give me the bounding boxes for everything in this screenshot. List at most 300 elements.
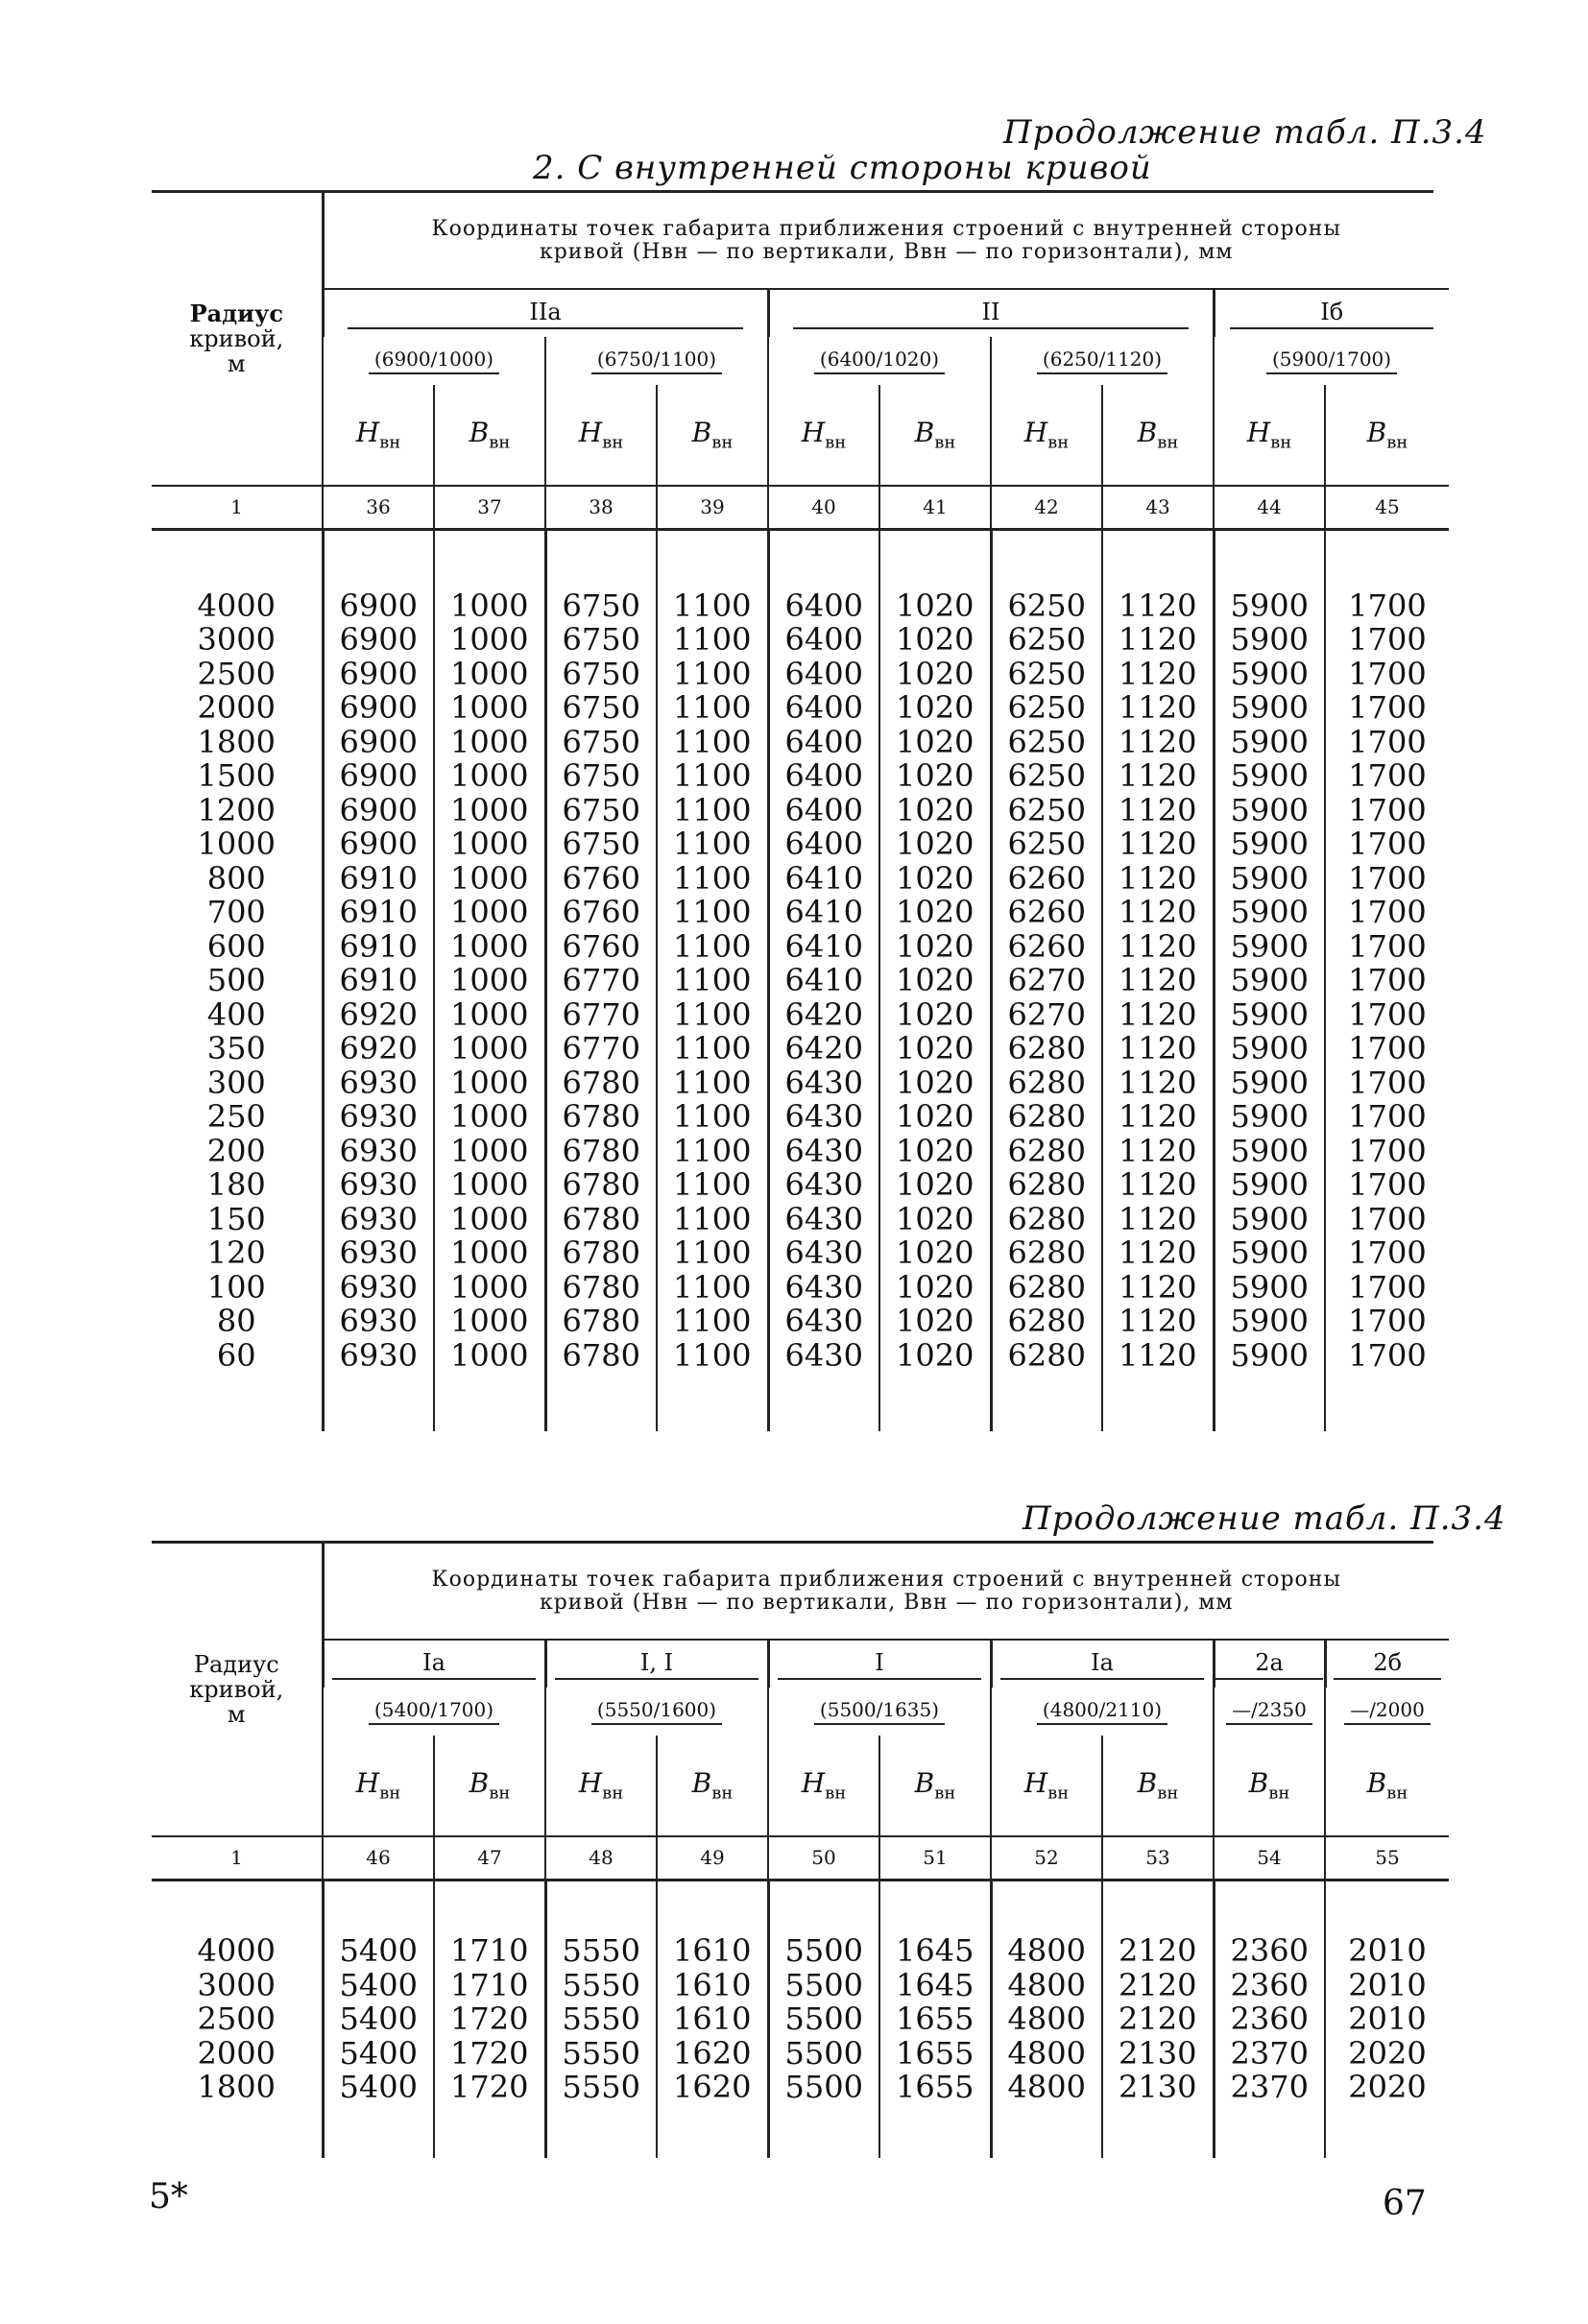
radius-value: 2000	[197, 2034, 276, 2072]
table-cell: 6900	[339, 723, 418, 760]
symbol-letter: B	[691, 1767, 712, 1800]
symbol-letter: B	[469, 417, 490, 449]
table-cell: 1700	[1348, 1234, 1427, 1271]
data-column	[1102, 529, 1214, 1431]
data-column	[657, 529, 768, 1431]
table-cell: 1120	[1119, 927, 1197, 965]
table-cell: 1000	[450, 1166, 529, 1203]
table-cell: 6780	[562, 1336, 640, 1374]
column-symbol	[768, 385, 879, 486]
table-cell: 6430	[784, 1064, 863, 1101]
table-cell: 4800	[1007, 2034, 1086, 2072]
group-label: Ia	[332, 1649, 536, 1680]
table-cell: 6430	[784, 1234, 863, 1271]
group-subheader	[991, 1688, 1214, 1736]
table-cell: 1100	[673, 621, 752, 658]
radius-header-line1: Радиус	[189, 299, 283, 327]
table-cell: 1100	[673, 1200, 752, 1237]
data-column	[768, 529, 879, 1431]
table-cell: 1000	[450, 995, 529, 1033]
table-cell: 1100	[673, 1268, 752, 1306]
radius-value: 500	[206, 962, 266, 998]
table-cell: 6280	[1007, 1098, 1086, 1135]
symbol-letter: B	[914, 1767, 935, 1800]
column-symbol	[991, 1736, 1102, 1836]
table-cell: 6410	[784, 962, 863, 998]
symbol-letter: B	[1366, 1767, 1387, 1800]
subgroup-label: (6900/1000)	[369, 347, 499, 374]
table-cell: 6750	[562, 723, 640, 760]
subgroup-label: (5550/1600)	[591, 1698, 722, 1725]
symbol-subscript: вн	[1386, 432, 1408, 453]
radius-value: 800	[206, 859, 266, 897]
table-cell: 1020	[896, 1166, 974, 1203]
subgroup-label: (6750/1100)	[591, 347, 722, 374]
clearance-table-2	[152, 1544, 1449, 2158]
column-number: 54	[1214, 1836, 1325, 1880]
table-cell: 6780	[562, 1268, 640, 1306]
table-cell: 1700	[1348, 1030, 1427, 1066]
data-column	[879, 1880, 991, 2158]
radius-value: 180	[206, 1166, 266, 1203]
table-cell: 1120	[1119, 1268, 1197, 1306]
radius-header-line2: кривой,	[189, 1676, 284, 1703]
group-subheader	[768, 1688, 991, 1736]
subgroup-label: —/2350	[1226, 1698, 1312, 1725]
group-header	[323, 1640, 545, 1688]
table-cell: 6750	[562, 826, 640, 862]
radius-value: 700	[206, 894, 266, 930]
symbol-letter: B	[1366, 417, 1387, 449]
table-cell: 6770	[562, 962, 640, 998]
group-subheader	[323, 1688, 545, 1736]
column-symbol	[879, 1736, 991, 1836]
column-symbol	[1325, 385, 1449, 486]
radius-value: 4000	[197, 587, 276, 624]
table-cell: 2360	[1230, 1966, 1309, 2003]
column-number: 48	[545, 1836, 657, 1880]
table-cell: 5550	[562, 2034, 640, 2072]
table-cell: 1020	[896, 689, 974, 726]
table-cell: 6930	[339, 1200, 418, 1237]
table-cell: 1710	[450, 1932, 529, 1969]
table-cell: 6400	[784, 587, 863, 624]
table-cell: 6410	[784, 894, 863, 930]
table-cell: 1100	[673, 655, 752, 692]
symbol-letter: H	[1023, 1767, 1048, 1800]
symbol-letter: H	[578, 417, 603, 449]
table-cell: 6270	[1007, 995, 1086, 1033]
group-label: 2б	[1334, 1649, 1441, 1680]
table-cell: 1100	[673, 757, 752, 794]
radius-value: 3000	[197, 621, 276, 658]
table-cell: 6260	[1007, 859, 1086, 897]
table-cell: 6280	[1007, 1234, 1086, 1271]
radius-value: 1000	[197, 826, 276, 862]
table-cell: 1120	[1119, 1030, 1197, 1066]
column-symbol	[434, 1736, 545, 1836]
table-cell: 1120	[1119, 1132, 1197, 1169]
group-header	[768, 289, 1214, 337]
table-cell: 2130	[1119, 2034, 1197, 2072]
column-number: 39	[657, 486, 768, 529]
table-cell: 4800	[1007, 2069, 1086, 2105]
group-subheader	[1325, 1688, 1449, 1736]
group-subheader	[768, 337, 991, 385]
table-cell: 5900	[1230, 927, 1309, 965]
table-cell: 1120	[1119, 1336, 1197, 1374]
radius-header-line2: кривой,	[189, 325, 284, 352]
table-cell: 1000	[450, 1064, 529, 1101]
table-cell: 1720	[450, 2069, 529, 2105]
table-cell: 1020	[896, 723, 974, 760]
table-cell: 1655	[896, 2034, 974, 2072]
table-cell: 1020	[896, 927, 974, 965]
table-cell: 6420	[784, 995, 863, 1033]
table-cell: 6410	[784, 927, 863, 965]
radius-value: 1500	[197, 757, 276, 794]
table-cell: 1000	[450, 621, 529, 658]
table-cell: 1000	[450, 1030, 529, 1066]
symbol-letter: H	[355, 1767, 380, 1800]
group-label: IIa	[348, 299, 743, 329]
table-cell: 6760	[562, 927, 640, 965]
table-cell: 6930	[339, 1234, 418, 1271]
group-label: Iб	[1230, 299, 1433, 329]
table-cell: 6910	[339, 962, 418, 998]
span-header-line1: Координаты точек габарита приближения строений с внутренней стороны	[431, 1567, 1341, 1592]
table-cell: 6250	[1007, 791, 1086, 828]
table-cell: 1020	[896, 826, 974, 862]
table-cell: 1020	[896, 1234, 974, 1271]
table-cell: 2370	[1230, 2069, 1309, 2105]
column-symbol	[657, 385, 768, 486]
table-cell: 4800	[1007, 2001, 1086, 2037]
table-cell: 1100	[673, 1030, 752, 1066]
symbol-letter: B	[1248, 1767, 1269, 1800]
symbol-letter: B	[914, 417, 935, 449]
group-label: II	[793, 299, 1189, 329]
table-cell: 5900	[1230, 1268, 1309, 1306]
table-cell: 1020	[896, 1303, 974, 1339]
data-column	[434, 529, 545, 1431]
table-cell: 1000	[450, 1303, 529, 1339]
table-cell: 5900	[1230, 1200, 1309, 1237]
table-cell: 5500	[784, 2001, 863, 2037]
table-cell: 1700	[1348, 1132, 1427, 1169]
table-cell: 6780	[562, 1234, 640, 1271]
table-cell: 6430	[784, 1268, 863, 1306]
radius-value: 350	[206, 1030, 266, 1066]
table-cell: 6410	[784, 859, 863, 897]
table-cell: 6400	[784, 621, 863, 658]
column-symbol	[1214, 1736, 1325, 1836]
table-cell: 1700	[1348, 621, 1427, 658]
table-cell: 1020	[896, 1030, 974, 1066]
group-subheader	[323, 337, 545, 385]
column-symbol	[991, 385, 1102, 486]
column-symbol	[657, 1736, 768, 1836]
table-cell: 1000	[450, 826, 529, 862]
table-cell: 6250	[1007, 655, 1086, 692]
table-cell: 6930	[339, 1336, 418, 1374]
table-cell: 1120	[1119, 1098, 1197, 1135]
span-header-line1: Координаты точек габарита приближения строений с внутренней стороны	[431, 216, 1341, 241]
table-cell: 1700	[1348, 587, 1427, 624]
data-column	[991, 529, 1102, 1431]
table-cell: 6910	[339, 927, 418, 965]
table-cell: 1120	[1119, 723, 1197, 760]
table-cell: 6250	[1007, 689, 1086, 726]
table-cell: 1000	[450, 927, 529, 965]
table-cell: 5900	[1230, 757, 1309, 794]
table-cell: 1020	[896, 1268, 974, 1306]
table-cell: 1700	[1348, 655, 1427, 692]
group-header	[1214, 1640, 1325, 1688]
table-cell: 6430	[784, 1336, 863, 1374]
symbol-letter: H	[801, 1767, 826, 1800]
table-cell: 6280	[1007, 1166, 1086, 1203]
table-cell: 6280	[1007, 1303, 1086, 1339]
table-cell: 5900	[1230, 587, 1309, 624]
table-cell: 1100	[673, 859, 752, 897]
table-cell: 1655	[896, 2069, 974, 2105]
table-cell: 1120	[1119, 859, 1197, 897]
table-cell: 6430	[784, 1166, 863, 1203]
column-number: 50	[768, 1836, 879, 1880]
table-cell: 1020	[896, 791, 974, 828]
radius-value: 1800	[197, 2069, 276, 2105]
symbol-letter: B	[691, 417, 712, 449]
table-cell: 5900	[1230, 689, 1309, 726]
data-column	[879, 529, 991, 1431]
table-cell: 5550	[562, 2069, 640, 2105]
table-cell: 1645	[896, 1932, 974, 1969]
group-label: Ia	[1000, 1649, 1204, 1680]
table-cell: 1100	[673, 962, 752, 998]
table-cell: 1020	[896, 757, 974, 794]
table-cell: 5900	[1230, 1234, 1309, 1271]
radius-value: 3000	[197, 1966, 276, 2003]
table-cell: 1000	[450, 1336, 529, 1374]
radius-value: 150	[206, 1200, 266, 1237]
table-cell: 1100	[673, 723, 752, 760]
column-number: 41	[879, 486, 991, 529]
table-cell: 1120	[1119, 1234, 1197, 1271]
table-cell: 2120	[1119, 1932, 1197, 1969]
radius-header-line3: м	[227, 1701, 246, 1728]
table-cell: 5500	[784, 2069, 863, 2105]
column-symbol	[434, 385, 545, 486]
table-cell: 6400	[784, 791, 863, 828]
table-cell: 1020	[896, 894, 974, 930]
column-number: 36	[323, 486, 434, 529]
table-cell: 6780	[562, 1132, 640, 1169]
table-cell: 1100	[673, 1234, 752, 1271]
column-number: 1	[152, 1836, 323, 1880]
symbol-subscript: вн	[1270, 432, 1292, 453]
table-cell: 1020	[896, 587, 974, 624]
column-symbol	[1325, 1736, 1449, 1836]
table-cell: 4800	[1007, 1966, 1086, 2003]
table-cell: 6280	[1007, 1030, 1086, 1066]
group-header	[991, 1640, 1214, 1688]
table-cell: 6750	[562, 689, 640, 726]
data-column	[1102, 1880, 1214, 2158]
table-cell: 6280	[1007, 1336, 1086, 1374]
symbol-subscript: вн	[1268, 1783, 1290, 1804]
symbol-subscript: вн	[825, 1783, 847, 1804]
table-cell: 6750	[562, 757, 640, 794]
table-cell: 6270	[1007, 962, 1086, 998]
table-cell: 6930	[339, 1303, 418, 1339]
symbol-subscript: вн	[1157, 1783, 1179, 1804]
table-cell: 5550	[562, 2001, 640, 2037]
table-cell: 1020	[896, 621, 974, 658]
table-cell: 1000	[450, 894, 529, 930]
column-symbol	[1102, 385, 1214, 486]
symbol-letter: H	[801, 417, 826, 449]
table-cell: 1610	[673, 1932, 752, 1969]
table-cell: 1700	[1348, 689, 1427, 726]
table-cell: 6260	[1007, 927, 1086, 965]
symbol-subscript: вн	[711, 1783, 734, 1804]
table-cell: 2130	[1119, 2069, 1197, 2105]
table-cell: 6430	[784, 1098, 863, 1135]
table-cell: 1610	[673, 2001, 752, 2037]
column-symbol	[323, 385, 434, 486]
table-cell: 1700	[1348, 791, 1427, 828]
table-cell: 6910	[339, 859, 418, 897]
table-cell: 5900	[1230, 962, 1309, 998]
column-symbol	[545, 385, 657, 486]
table-cell: 1120	[1119, 962, 1197, 998]
table-cell: 1020	[896, 1064, 974, 1101]
table-cell: 5550	[562, 1966, 640, 2003]
table-cell: 1100	[673, 587, 752, 624]
table-cell: 6250	[1007, 757, 1086, 794]
table-cell: 1710	[450, 1966, 529, 2003]
group-header	[1325, 1640, 1449, 1688]
radius-value: 4000	[197, 1932, 276, 1969]
table-cell: 6280	[1007, 1200, 1086, 1237]
table-cell: 2020	[1348, 2034, 1427, 2072]
table-cell: 1020	[896, 1132, 974, 1169]
column-number: 46	[323, 1836, 434, 1880]
symbol-subscript: вн	[1157, 432, 1179, 453]
radius-value: 120	[206, 1234, 266, 1271]
column-number: 38	[545, 486, 657, 529]
table-cell: 1100	[673, 689, 752, 726]
table-cell: 6400	[784, 655, 863, 692]
coordinates-span-header	[323, 193, 1449, 289]
table-cell: 1000	[450, 1268, 529, 1306]
group-subheader	[1214, 1688, 1325, 1736]
table-cell: 6430	[784, 1132, 863, 1169]
table-cell: 1000	[450, 791, 529, 828]
table-cell: 5900	[1230, 1166, 1309, 1203]
subgroup-label: (6400/1020)	[814, 347, 945, 374]
symbol-letter: H	[1023, 417, 1048, 449]
subgroup-label: (6250/1120)	[1037, 347, 1167, 374]
table-cell: 6750	[562, 791, 640, 828]
table-cell: 5400	[339, 2034, 418, 2072]
table-cell: 5900	[1230, 894, 1309, 930]
symbol-subscript: вн	[489, 1783, 511, 1804]
table-cell: 5900	[1230, 723, 1309, 760]
table-cell: 2010	[1348, 1966, 1427, 2003]
symbol-letter: H	[578, 1767, 603, 1800]
table-cell: 6250	[1007, 723, 1086, 760]
table-cell: 6930	[339, 1064, 418, 1101]
group-subheader	[545, 1688, 768, 1736]
table-cell: 2010	[1348, 2001, 1427, 2037]
radius-column	[152, 1880, 323, 2158]
table-cell: 6250	[1007, 621, 1086, 658]
page-number: 67	[1383, 2184, 1427, 2223]
table-cell: 1610	[673, 1966, 752, 2003]
column-number: 44	[1214, 486, 1325, 529]
table-cell: 1000	[450, 962, 529, 998]
table-cell: 1000	[450, 587, 529, 624]
table-cell: 1100	[673, 995, 752, 1033]
table-cell: 1000	[450, 689, 529, 726]
radius-header-line1: Радиус	[193, 1651, 279, 1678]
table-cell: 1020	[896, 962, 974, 998]
symbol-subscript: вн	[934, 1783, 956, 1804]
table-cell: 6750	[562, 655, 640, 692]
column-number: 42	[991, 486, 1102, 529]
table-cell: 6780	[562, 1200, 640, 1237]
table-cell: 6430	[784, 1303, 863, 1339]
table-cell: 1120	[1119, 655, 1197, 692]
table-cell: 6420	[784, 1030, 863, 1066]
table-cell: 6400	[784, 723, 863, 760]
table-cell: 5900	[1230, 1064, 1309, 1101]
table-cell: 1100	[673, 1303, 752, 1339]
table-cell: 6750	[562, 587, 640, 624]
table-cell: 5900	[1230, 1098, 1309, 1135]
table-cell: 5400	[339, 1932, 418, 1969]
table-cell: 1120	[1119, 791, 1197, 828]
symbol-subscript: вн	[934, 432, 956, 453]
column-number: 55	[1325, 1836, 1449, 1880]
column-number: 52	[991, 1836, 1102, 1880]
table-cell: 5400	[339, 2069, 418, 2105]
table-cell: 6900	[339, 689, 418, 726]
data-column	[991, 1880, 1102, 2158]
subgroup-label: (5400/1700)	[369, 1698, 499, 1725]
symbol-subscript: вн	[1047, 1783, 1070, 1804]
group-subheader	[991, 337, 1214, 385]
table-cell: 1700	[1348, 962, 1427, 998]
table-cell: 1700	[1348, 927, 1427, 965]
table-cell: 6920	[339, 995, 418, 1033]
table-cell: 6750	[562, 621, 640, 658]
radius-column-header-2	[152, 1544, 323, 1836]
table-cell: 6400	[784, 689, 863, 726]
table-cell: 5900	[1230, 826, 1309, 862]
table-cell: 6780	[562, 1303, 640, 1339]
subgroup-label: —/2000	[1344, 1698, 1431, 1725]
table-cell: 5900	[1230, 1030, 1309, 1066]
table-cell: 1100	[673, 1166, 752, 1203]
table-cell: 1120	[1119, 894, 1197, 930]
column-number: 49	[657, 1836, 768, 1880]
table-cell: 6430	[784, 1200, 863, 1237]
subgroup-label: (4800/2110)	[1037, 1698, 1167, 1725]
table-cell: 6400	[784, 826, 863, 862]
